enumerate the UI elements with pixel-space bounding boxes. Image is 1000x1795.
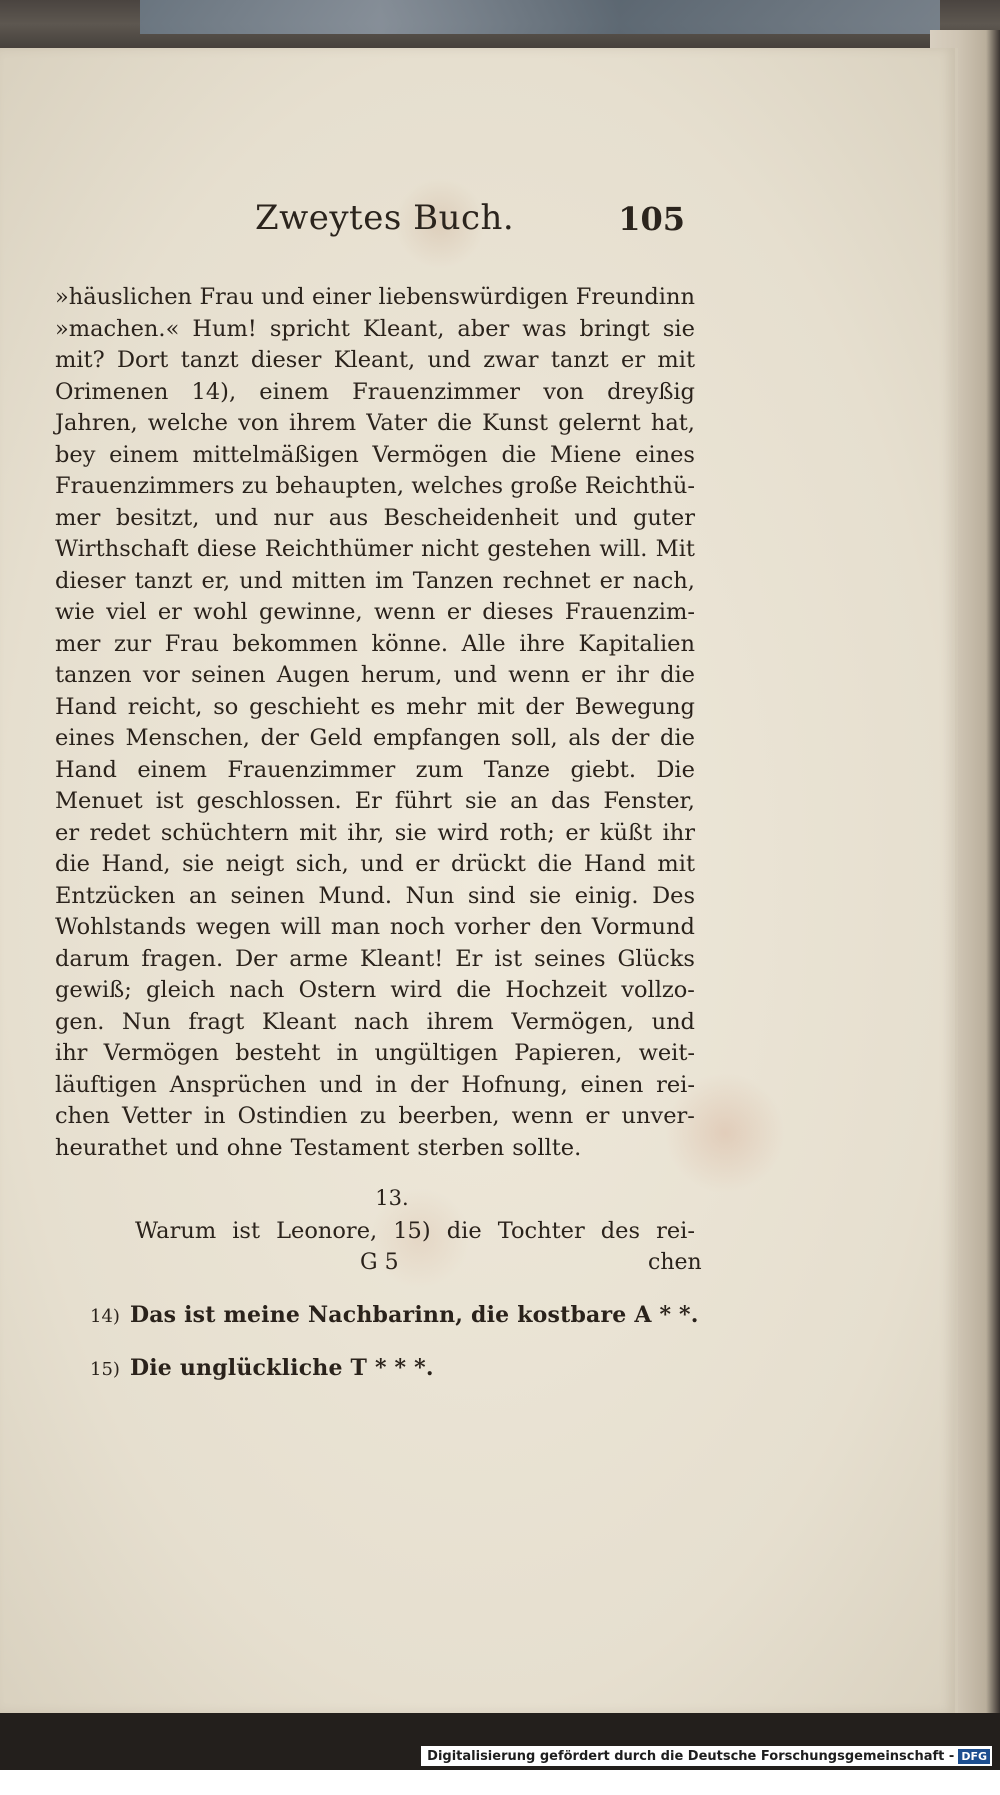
word: so — [213, 693, 239, 720]
word: Freundinn — [575, 284, 695, 310]
word: Wohlstands — [55, 914, 187, 940]
text-line — [55, 345, 695, 377]
word: des — [600, 1218, 641, 1244]
word: und — [239, 567, 283, 594]
word: zwar — [483, 347, 539, 373]
text-line — [55, 503, 695, 535]
word: mitten — [291, 567, 367, 594]
word: viel — [106, 599, 147, 625]
word: Vormund — [591, 914, 695, 940]
word: sterben — [417, 1134, 505, 1161]
word: führt — [394, 788, 453, 814]
text-line — [55, 471, 695, 503]
word: ist — [494, 945, 523, 972]
word: geschlossen. — [196, 788, 342, 814]
word: eines — [635, 441, 695, 468]
word: ohne — [226, 1134, 283, 1161]
word: und — [175, 1134, 219, 1161]
word: Leonore, — [276, 1218, 378, 1244]
word: bringt — [579, 315, 650, 342]
word: Miene — [550, 441, 622, 468]
word: Fenster, — [603, 788, 695, 814]
word: dieser — [250, 347, 322, 373]
word: und — [427, 347, 471, 373]
word: dieser — [55, 567, 126, 594]
word: die — [55, 851, 90, 877]
word: und — [214, 504, 259, 531]
word: von — [238, 410, 279, 436]
word: gestehen — [487, 536, 592, 562]
word: Kapitalien — [578, 630, 695, 657]
word: und — [319, 1071, 363, 1098]
text-line — [55, 881, 695, 913]
text-line — [55, 660, 695, 692]
word: was — [522, 315, 567, 342]
word: Geld — [309, 725, 363, 751]
text-line — [55, 440, 695, 472]
word: zur — [113, 630, 152, 657]
text-line — [55, 1133, 695, 1165]
word: Kunst — [482, 410, 549, 436]
word: als — [568, 725, 601, 751]
word: arme — [289, 945, 349, 972]
word: in — [375, 1071, 398, 1098]
word: gen. — [55, 1008, 105, 1035]
text-line — [55, 1038, 695, 1070]
word: er — [157, 599, 182, 625]
word: hat, — [650, 410, 695, 436]
word: die — [537, 851, 573, 877]
footnote-text: Die unglückliche T * * *. — [129, 1355, 434, 1381]
word: spricht — [269, 315, 350, 342]
word: ihr — [616, 662, 649, 688]
word: wenn — [511, 1103, 574, 1129]
word: Wirthschaft — [55, 536, 189, 562]
word: Kleant — [262, 1008, 337, 1035]
word: gewiß; — [55, 977, 132, 1003]
word: aber — [457, 315, 510, 342]
word: er — [581, 662, 606, 688]
word: ungültigen — [374, 1040, 498, 1066]
word: welches — [411, 473, 504, 499]
word: wegen — [195, 914, 271, 940]
word: von — [543, 378, 584, 405]
text-line — [55, 408, 695, 440]
footnote-text: Das ist meine Nachbarinn, die kostbare A * *. — [129, 1302, 699, 1328]
text-line — [55, 282, 695, 314]
word: Mit — [655, 536, 695, 562]
word: ihr, — [347, 819, 385, 846]
word: Warum — [135, 1218, 217, 1244]
word: soll, — [511, 725, 558, 751]
word: aus — [328, 504, 369, 531]
word: Orimenen — [55, 378, 169, 405]
word: empfangen — [372, 725, 501, 751]
page-number: 105 — [618, 200, 685, 238]
word: ist — [232, 1218, 261, 1244]
footnote-number: 14) — [90, 1306, 120, 1327]
word: rei- — [656, 1071, 695, 1098]
word: will. — [599, 536, 648, 562]
word: mit? — [55, 347, 105, 373]
section-number: 13. — [375, 1186, 409, 1210]
word: redet — [89, 819, 151, 846]
scan-footer — [0, 1713, 1000, 1770]
word: mit — [657, 347, 695, 373]
footnote-14 — [90, 1302, 699, 1328]
word: sind — [467, 882, 516, 909]
word: geschieht — [249, 693, 360, 720]
word: tanzen — [55, 662, 132, 688]
word: Glücks — [617, 945, 695, 972]
word: Frauenzim- — [564, 599, 695, 625]
word: Bescheidenheit — [383, 504, 559, 531]
text-line — [55, 818, 695, 850]
text-line — [55, 629, 695, 661]
word: seines — [534, 945, 606, 972]
word: schüchtern — [160, 819, 289, 846]
word: vor — [142, 662, 180, 688]
word: fragt — [188, 1008, 245, 1035]
word: die — [660, 725, 695, 751]
word: ist — [155, 788, 184, 814]
word: wie — [55, 599, 95, 625]
word: er — [55, 819, 80, 846]
dfg-logo: DFG — [958, 1749, 990, 1764]
word: eines — [55, 725, 115, 751]
word: behaupten, — [275, 473, 404, 499]
credit-text: Digitalisierung gefördert durch die Deutsche Forschungsgemeinschaft - — [427, 1748, 955, 1764]
word: sie — [182, 851, 215, 877]
word: wenn — [508, 662, 570, 688]
text-line — [55, 1101, 695, 1133]
text-line — [55, 566, 695, 598]
word: Frauenzimmers — [55, 473, 235, 499]
word: einer — [311, 284, 372, 310]
word: sie — [465, 788, 498, 814]
word: »machen.« — [55, 315, 180, 342]
text-line — [55, 1070, 695, 1102]
word: »häuslichen — [55, 284, 192, 310]
word: der — [610, 725, 650, 751]
word: mehr — [406, 693, 467, 720]
text-line — [55, 786, 695, 818]
word: sich, — [295, 851, 349, 877]
word: Hand — [55, 756, 117, 783]
word: der — [260, 725, 299, 751]
word: sollte. — [512, 1134, 582, 1161]
footnote-15 — [90, 1355, 434, 1381]
word: Kleant, — [362, 315, 445, 342]
word: einem — [109, 441, 179, 468]
word: große — [510, 473, 578, 499]
word: man — [330, 914, 381, 940]
word: dreyßig — [607, 378, 695, 405]
word: einem — [137, 756, 207, 783]
word: vollzo- — [621, 977, 695, 1003]
word: gelernt — [558, 410, 641, 436]
word: an — [188, 882, 217, 909]
word: wird — [390, 977, 443, 1003]
running-head — [255, 198, 685, 246]
word: sie — [662, 315, 695, 342]
word: Der — [235, 945, 278, 972]
word: Alle — [461, 630, 506, 657]
word: die — [501, 441, 537, 468]
word: mit — [299, 819, 337, 846]
word: drückt — [450, 851, 526, 877]
word: besteht — [235, 1040, 321, 1066]
word: guter — [632, 504, 695, 531]
word: roth; — [499, 819, 555, 846]
word: beerben, — [398, 1103, 500, 1129]
word: tanzt — [134, 567, 193, 594]
word: Testament — [290, 1134, 410, 1161]
word: ihre — [519, 630, 565, 657]
word: nur — [273, 504, 314, 531]
word: mit — [657, 851, 695, 877]
text-line — [55, 755, 695, 787]
word: Frauenzimmer — [352, 378, 521, 405]
word: er — [585, 1103, 610, 1129]
word: sie — [529, 882, 562, 909]
text-line — [55, 912, 695, 944]
bottom-margin — [0, 1770, 1000, 1795]
word: bey — [55, 441, 96, 468]
word: in — [203, 1103, 226, 1129]
word: zu — [241, 473, 269, 499]
word: rechnet — [502, 567, 591, 594]
word: Hofnung, — [461, 1071, 568, 1098]
text-line — [55, 377, 695, 409]
word: Menuet — [55, 788, 143, 814]
word: küßt — [599, 819, 653, 846]
word: die — [446, 1218, 482, 1244]
word: tanzt — [180, 347, 239, 373]
word: gleich — [146, 977, 216, 1003]
word: Hand — [583, 851, 646, 877]
word: Kleant! — [359, 945, 444, 972]
word: liebenswürdigen — [378, 284, 569, 310]
word: chen — [55, 1103, 110, 1129]
word: Tanze — [483, 756, 551, 783]
word: Des — [652, 882, 695, 909]
word: Frau — [199, 284, 254, 310]
word: tanzt — [550, 347, 609, 373]
text-line — [55, 849, 695, 881]
word: Vermögen — [372, 441, 488, 468]
word: er — [565, 819, 590, 846]
word: an — [510, 788, 539, 814]
word: herum, — [360, 662, 443, 688]
signature-mark: G 5 — [360, 1250, 399, 1275]
word: Hand — [55, 693, 117, 720]
word: noch — [389, 914, 445, 940]
text-line — [55, 534, 695, 566]
word: 15) — [393, 1218, 431, 1244]
word: Tochter — [497, 1218, 585, 1244]
word: Kleant, — [333, 347, 416, 373]
word: einen — [580, 1071, 644, 1098]
word: er — [621, 347, 646, 373]
word: Mund. — [318, 882, 392, 909]
word: wenn — [373, 599, 436, 625]
word: nach — [229, 977, 285, 1003]
word: Er — [354, 788, 382, 814]
word: der — [409, 1071, 449, 1098]
word: wird — [437, 819, 489, 846]
word: diese — [196, 536, 257, 562]
word: mer — [55, 630, 101, 657]
word: Bewegung — [574, 693, 695, 720]
next-section-line — [135, 1218, 695, 1244]
word: ihr — [55, 1040, 88, 1066]
word: mit — [476, 693, 515, 720]
word: nicht — [421, 536, 479, 562]
word: seinen — [191, 662, 266, 688]
word: reicht, — [127, 693, 203, 720]
word: der — [525, 693, 564, 720]
word: und — [574, 504, 618, 531]
word: Entzücken — [55, 882, 176, 909]
running-title: Zweytes Buch. — [255, 198, 515, 238]
word: in — [336, 1040, 359, 1066]
catchword: chen — [648, 1250, 702, 1275]
word: die — [437, 410, 473, 436]
word: er — [446, 599, 471, 625]
word: besitzt, — [115, 504, 200, 531]
word: sie — [394, 819, 427, 846]
word: neigt — [225, 851, 285, 877]
word: Dort — [116, 347, 169, 373]
word: die — [660, 662, 695, 688]
word: den — [539, 914, 583, 940]
word: und — [651, 1008, 695, 1035]
word: Vater — [366, 410, 427, 436]
word: Vermögen — [103, 1040, 220, 1066]
word: er — [599, 567, 624, 594]
word: 14), — [191, 378, 237, 405]
word: Frauenzimmer — [227, 756, 396, 783]
word: Augen — [276, 662, 350, 688]
word: einig. — [574, 882, 639, 909]
word: rei- — [656, 1218, 695, 1244]
word: und — [261, 284, 305, 310]
text-line — [55, 723, 695, 755]
body-text — [55, 282, 695, 1164]
word: bekommen — [232, 630, 358, 657]
word: einem — [259, 378, 329, 405]
digitization-credit — [421, 1746, 992, 1766]
text-line — [55, 1007, 695, 1039]
word: Hochzeit — [505, 977, 608, 1003]
word: Nun — [122, 1008, 171, 1035]
footnote-number: 15) — [90, 1359, 120, 1380]
word: Ostindien — [237, 1103, 348, 1129]
word: mer — [55, 504, 101, 531]
text-line — [55, 975, 695, 1007]
word: könne. — [371, 630, 449, 657]
word: nach, — [632, 567, 695, 594]
word: giebt. — [570, 756, 636, 783]
word: Papieren, — [514, 1040, 623, 1066]
word: Hum! — [192, 315, 257, 342]
book-cover-edge — [140, 0, 940, 34]
word: Tanzen — [412, 567, 494, 594]
word: darum — [55, 945, 130, 972]
word: die — [456, 977, 492, 1003]
word: heurathet — [55, 1134, 168, 1161]
word: Frau — [164, 630, 219, 657]
word: Er — [455, 945, 483, 972]
word: ihrem — [289, 410, 357, 436]
word: weit- — [638, 1040, 695, 1066]
word: Ansprüchen — [169, 1071, 307, 1098]
text-line — [55, 692, 695, 724]
word: fragen. — [141, 945, 224, 972]
word: seinen — [230, 882, 305, 909]
word: gewinne, — [259, 599, 363, 625]
word: nach — [353, 1008, 409, 1035]
text-line — [55, 597, 695, 629]
word: läuftigen — [55, 1071, 157, 1098]
text-line — [55, 944, 695, 976]
word: ihrem — [426, 1008, 494, 1035]
word: vorher — [454, 914, 531, 940]
word: ihr — [662, 819, 695, 846]
word: Menschen, — [125, 725, 250, 751]
word: das — [551, 788, 591, 814]
word: Reichthü- — [584, 473, 695, 499]
word: im — [375, 567, 404, 594]
word: es — [370, 693, 396, 720]
word: Ostern — [298, 977, 377, 1003]
word: dieses — [482, 599, 554, 625]
word: will — [280, 914, 322, 940]
word: er — [415, 851, 440, 877]
word: und — [360, 851, 404, 877]
word: zum — [415, 756, 464, 783]
word: Vetter — [122, 1103, 192, 1129]
word: welche — [147, 410, 228, 436]
word: Jahren, — [55, 410, 138, 436]
word: er, — [201, 567, 231, 594]
word: zu — [359, 1103, 387, 1129]
word: mittelmäßigen — [192, 441, 359, 468]
word: Nun — [405, 882, 455, 909]
word: wohl — [193, 599, 248, 625]
word: Hand, — [101, 851, 171, 877]
word: Reichthümer — [264, 536, 413, 562]
text-line — [55, 314, 695, 346]
word: unver- — [621, 1103, 695, 1129]
word: und — [453, 662, 498, 688]
word: Die — [656, 756, 695, 783]
word: Vermögen, — [511, 1008, 634, 1035]
